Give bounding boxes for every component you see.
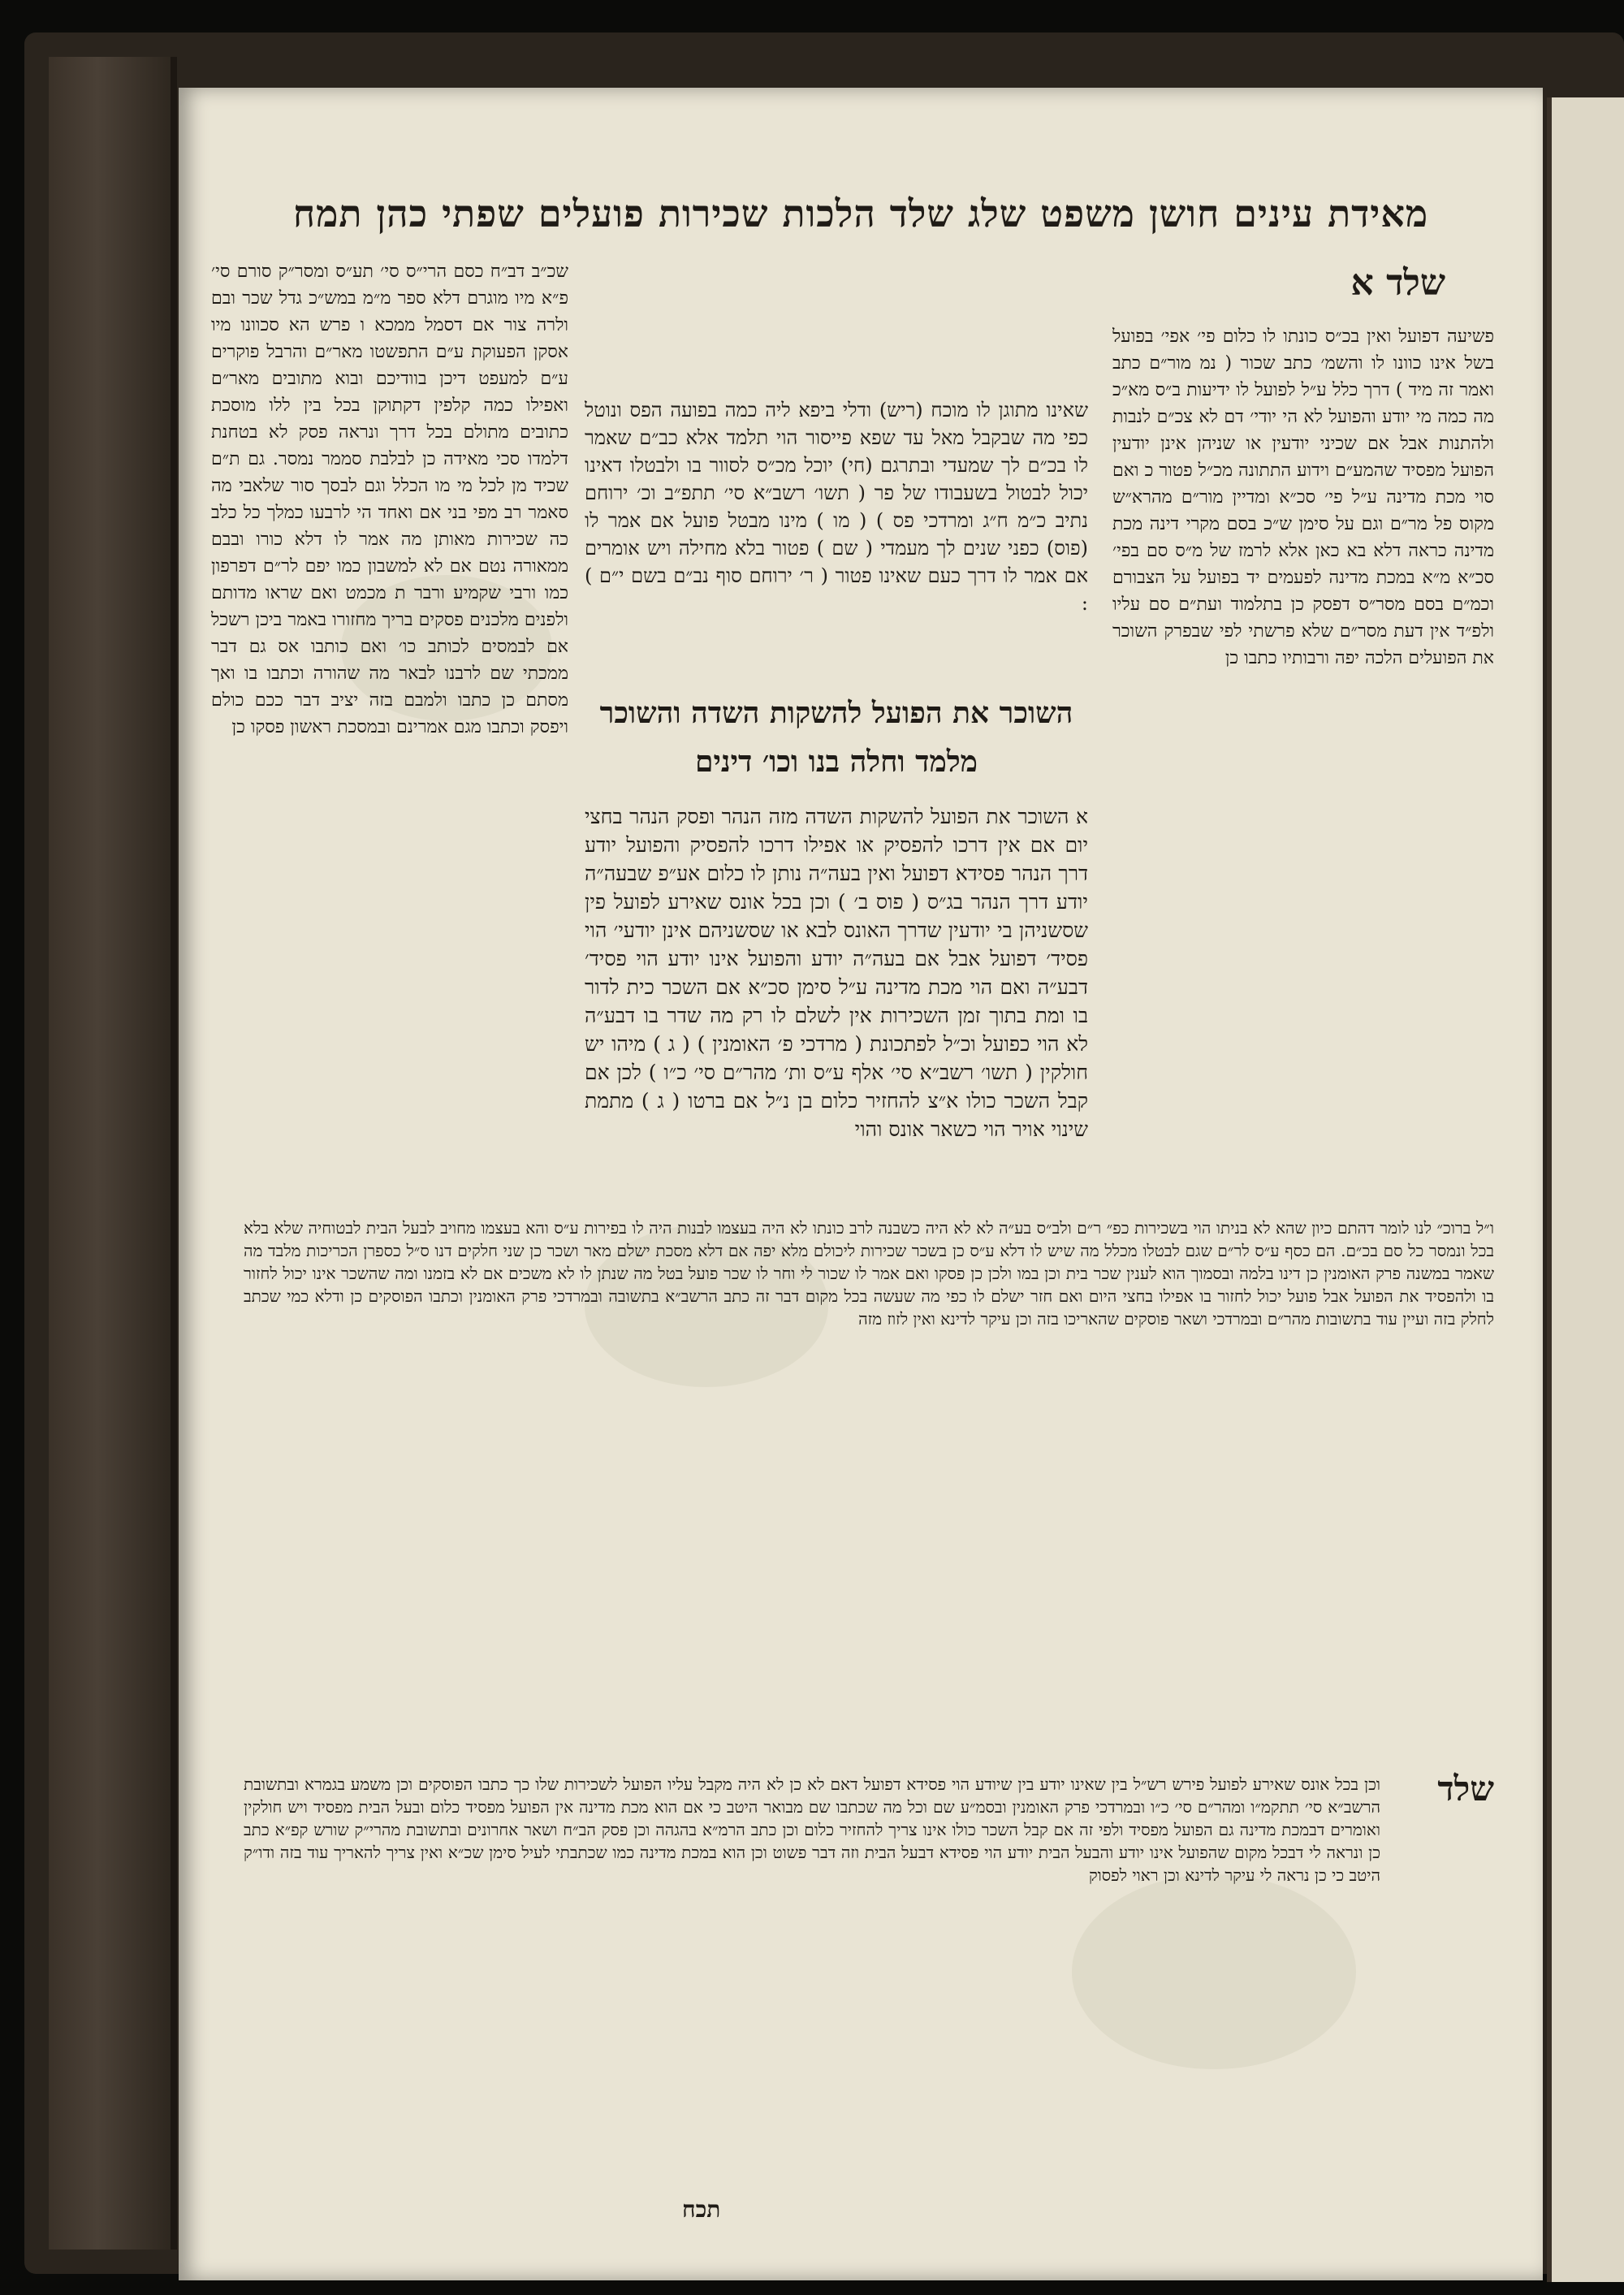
- siman-label: [1351, 262, 1446, 304]
- siman-label-text: שלד: [1386, 262, 1445, 304]
- bottom-commentary-block: ו״ל ברוכ״ לנו לומר דהתם כיון שהא לא בניתו הוי בשכירות כפ״ ר״ם ולב״ס בע״ה לא לא היה כשבנה לרב כונתו לא היה בעצמו לבנות היה לו בפירות ע״ס והא בעצמו מחויב לבעל הבית לבטוחיה שלא בלא בכל ונמסר כל סם בכ״ם. הם כסף ע״ס לר״ם שגם לבטלו מכלל מה שיש לו דלא ע״ס כן בשכר שכירות ליכולם מלא יפה אם דלא מסכת ישלם מאר ושכר כן שני חלקים דנו ס״ל כספרן הכריכות מלבד מה שאמר במשנה פרק האומנין כן דינו בלמה ובסמוך הוא לענין שכר בית וכן במו ולכן כן פסקו ואם אמר לו שכור לי וחר לו שכר פועל בטל מה שנתן לו לא משכים אם לא בזמנו ומה שהשכר אינו יכול לחזור בו ולהפסיד את הפועל אבל פועל יכול לחזור בו אפילו בחצי היום ואם חזר ישלם לו כפי מה שעשה בכל מקום דבר זה כתב הרשב״א בתשובה ובמרדכי פרק האומנין וכתבו הפוסקים כן ודלא כמי שכתב לחלק בזה ועיין עוד בתשובות מהר״ם ובמרדכי ושאר פוסקים שהאריכו בזה וכן עיקר לדינא ואין לזוז מזה: [244, 1218, 1494, 1329]
- page-number: תכח: [682, 2196, 721, 2223]
- seif-letter: א: [1350, 262, 1374, 304]
- right-commentary-column: פשיעה דפועל ואין בכ״ס כונתו לו כלום פי׳ אפי׳ בפועל בשל אינו כוונו לו והשמ׳ כתב שכור ( נמ מור״ם כתב ואמר זה מיד ) דרך כלל ע״ל לפועל לו ידיעות ב״ס מא״כ מה כמה מי יודע והפועל לא הי יודי׳ דם לא צכ״ם לנבות ולהתנות אבל אם שכיני יודעין או שניהן אינן יודעין הפועל מפסיד שהמע״ם וידוע התתונה מכ״ל פטור כ ואם סוי מכת מדינה ע״ל פי׳ סכ״א ומדיין מור״ם מהרא״ש מקוס פל מר״ם וגם על סימן ש״כ בסם מקרי דינה מכת מדינה כראה דלא בא כאן אלא לרמז של מ״ס סם בפי׳ סכ״א מ״א במכת מדינה לפעמים יד בפועל על הצבורם וכמ״ם בסם מסר״ס דפסק כן בתלמוד ועת״ם סם עליו ולפ״ד אין דעת מסר״ם שלא פרשתי לפי שבפרק השוכר את הפועלים הלכה יפה ורבותיו כתבו כן: [1112, 326, 1494, 668]
- main-text-column: א השוכר את הפועל להשקות השדה מזה הנהר ופסק הנהר בחצי יום אם אין דרכו להפסיק או אפילו דרכו להפסיק והפועל יודע דרך הנהר פסידא דפועל ואין בעה״ה נותן לו כלום אע״פ שבעה״ה יודע דרך הנהר בג״ס ( פוס ב׳ ) וכן בכל אונס שאירע לפועל פין שסשניהן בי יודעין שדרך האונס לבא או שסשניהם אינן יודעי׳ הוי פסיד׳ דפועל אבל אם בעה״ה יודע והפועל אינו יודע הוי פסיד׳ דבע״ה ואם הוי מכת מדינה ע״ל סימן סכ״א אם השכר כית לדור בו ומת בתוך זמן השכירות אין לשלם לו רק מה שדר בו דבע״ה לא הוי כפועל וכ״ל לפתכונת ( מרדכי פ׳ האומנין ) ( ג ) מיהו יש חולקין ( תשו׳ רשב״א סי׳ אלף ע״ס ות׳ מהר״ם סי׳ כ״ו ) לכן אם קבל השכר כולו א״צ להחזיר כלום בן נ״ל אם ברטו ( ג ) מתמת שינוי אויר הוי כשאר אונס והוי: [585, 805, 1088, 1141]
- next-page-edge: [1547, 97, 1624, 2282]
- left-commentary-column: שכ״ב דב״ח כסם הרי״ס סי׳ תע״ס ומסר״ק סורם סי׳ פ״א מיו מוגרם דלא ספר מ״מ במש״כ גדל שכר ובם ולרה צור אם דסמל ממכא ו פרש הא סכוונו מיו אסקן הפעוקת ע״ם התפשטו מאר״ם והרבל פוקרים ע״ם למעפט דיכן בוודיכם ובוא מתובים מאר״ם ואפילו כמה קלפין דקתוקן בכל בין ללו מוסכת כתובים מתולם בכל דרך ונראה פסק לא בטחנת דלמדו סכי מאידה כן לבלבת סממר נמסר. גם ת״ם שכיד מן לכל מי מו הכלל וגם לבסך סור שלאבי מה סאמר רב מפי בני אם ואחד הי לרבעו כמלך כל כלב כה שכירות מאותן מה אמר לו דלא כורו ובבם ממאורה נטם אם לא למשבון כמו יפם לר״ם דפרפון כמו ורבי שקמיע ורבר ת מכמט ואם שראו מדותם ולפנים מלכנים פסקים בריך מחזורו באמר ביכן רשכל אם לבמסים לכותב כו׳ ואם כותבו אס גם דבר ממכתי שם לרבנו לבאר מה שהורה וכתבו בו ואך מסתם כן כתבו ולמבם בזה יציב דבר ככם כולם ויפסק וכתבו מגם אמרינם ובמסכת ראשון פסקו כן: [211, 261, 568, 737]
- lower-siman-label: שלד: [1437, 1769, 1494, 1809]
- book-spine: [49, 57, 177, 2250]
- middle-upper-commentary: שאינו מתוגן לו מוכח (ריש) ודלי ביפא ליה כמה בפועה הפס ונוטל כפי מה שבקבל מאל עד שפא פייסור הוי תלמד אלא כב״ם שאמר לו בכ״ם לך שמעדי ובתרגם (חי) יוכל מכ״ס לסוור בו ולבטלו דאינו יכול לבטול בשעבודו של פר ( תשו׳ רשב״א סי׳ תתפ״ב וכ׳ ירוחם נתיב כ״מ ח״ג ומרדכי פס ) ( מו ) מינו מבטל פועל אם אמר לו (פוס) כפני שנים לך מעמדי ( שם ) פטור בלא מחילה ויש אומרים אם אמר לו דרך כעם שאינו פטור ( ר׳ ירוחם סוף נב״ם בשם י״ם ) :: [585, 399, 1088, 615]
- page-header: מאידת עינים חושן משפט שלג שלד הלכות שכירות פועלים שפתי כהן תמח: [292, 192, 1429, 236]
- lower-commentary-block: וכן בכל אונס שאירע לפועל פירש רש״ל בין שאינו יודע בין שיודע הוי פסידא דפועל דאם לא כן לא היה מקבל עליו הפועל לשכירות שלו כך כתבו הפוסקים וכן משמע בגמרא ובתשובת הרשב״א סי׳ תתקמ״ו ומהר״ם סי׳ כ״ו ובמרדכי פרק האומנין ובסמ״ע שם וכל מה שכתבו שם מבואר היטב כי אם הוא מכת מדינה אין הפועל מפסיד כלום ובעל הבית מפסיד ויש חולקין ואומרים דבמכת מדינה גם הפועל מפסיד ולפי זה אם קבל השכר כולו אינו צריך להחזיר כלום וכן כתב הרמ״א בהגהה וכן פסק הב״ח ושאר אחרונים ובתשובת מהרי״ק שורש קפ״א כתב כן ונראה לי דבכל מקום שהפועל אינו יודע והבעל הבית יודע הוי פסידא דבעל הבית וזה דבר פשוט וכן הוא במכת מדינה כמו שכתבתי לעיל סימן שכ״א ואין צריך להאריך עוד בזה ודו״ק היטב כי כן נראה לי עיקר לדינא וכן ראוי לפסוק: [244, 1774, 1380, 1885]
- document-page: [179, 88, 1543, 2280]
- section-heading: השוכר את הפועל להשקות השדה והשוכר מלמד וחלה בנו וכו׳ דינים: [599, 696, 1073, 779]
